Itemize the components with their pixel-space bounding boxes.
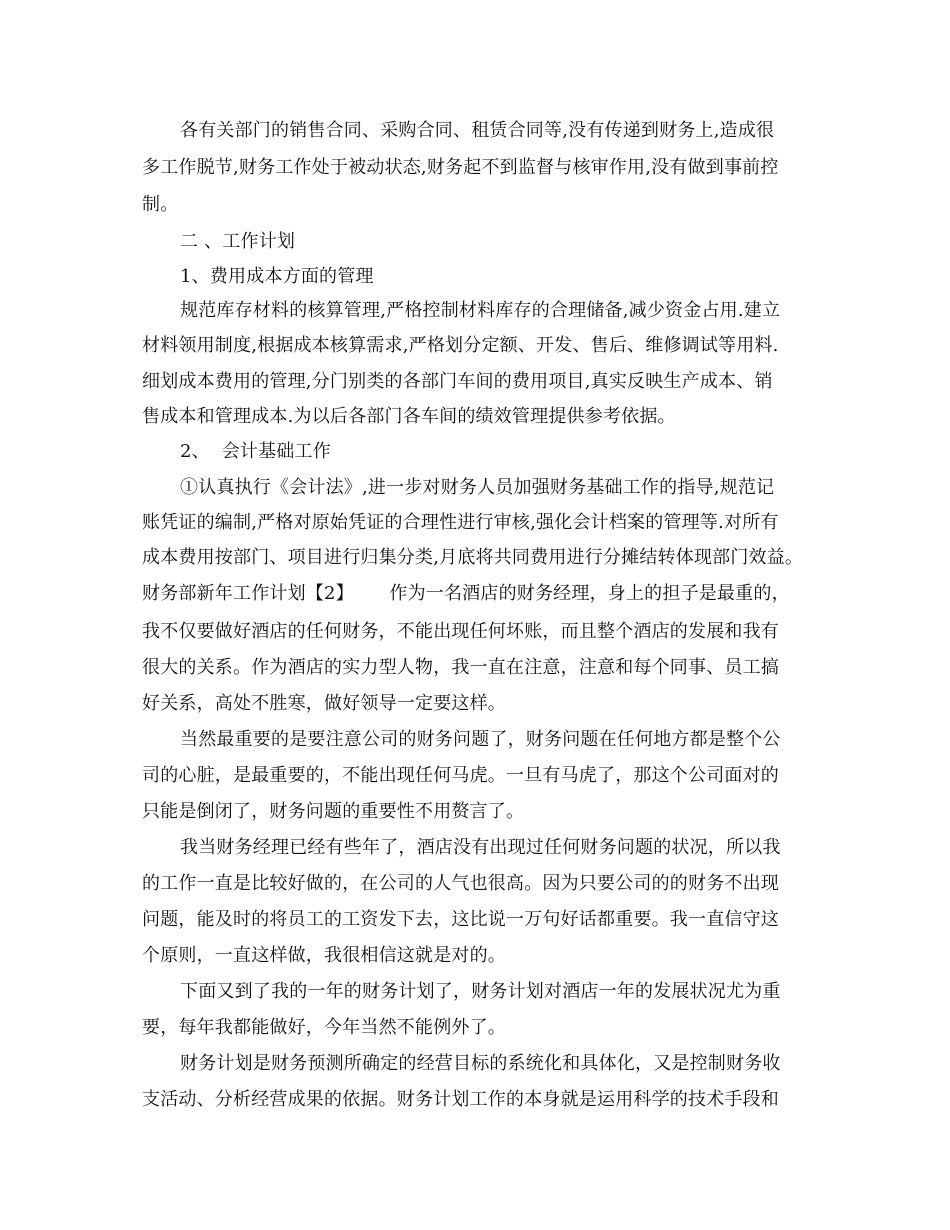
text-line: 我当财务经理已经有些年了，酒店没有出现过任何财务问题的状况，所以我: [180, 837, 781, 858]
text-line: 成本费用按部门、项目进行归集分类,月底将共同费用进行分摊结转体现部门效益。: [142, 547, 804, 568]
text-line: 制。: [142, 194, 179, 215]
text-line: 问题，能及时的将员工的工资发下去，这比说一万句好话都重要。我一直信守这: [142, 909, 779, 930]
subsection-heading: 2、 会计基础工作: [180, 441, 331, 462]
text-line: 只能是倒闭了，财务问题的重要性不用赘言了。: [142, 801, 525, 822]
text-line: 要，每年我都能做好，今年当然不能例外了。: [142, 1017, 506, 1038]
text-line: 支活动、分析经营成果的依据。财务计划工作的本身就是运用科学的技术手段和: [142, 1089, 779, 1110]
text-line: 下面又到了我的一年的财务计划了，财务计划对酒店一年的发展状况尤为重: [180, 981, 781, 1002]
section-heading: 二 、工作计划: [180, 231, 296, 252]
text-line: 司的心脏，是最重要的，不能出现任何马虎。一旦有马虎了，那这个公司面对的: [142, 765, 779, 786]
text-line: 我不仅要做好酒店的任何财务，不能出现任何坏账，而且整个酒店的发展和我有: [142, 621, 779, 642]
text-line: 材料领用制度,根据成本核算需求,严格划分定额、开发、售后、维修调试等用料.: [142, 335, 779, 356]
text-line: 好关系，高处不胜寒，做好领导一定要这样。: [142, 693, 506, 714]
text-line: 很大的关系。作为酒店的实力型人物，我一直在注意，注意和每个同事、员工搞: [142, 657, 779, 678]
text-line: 的工作一直是比较好做的，在公司的人气也很高。因为只要公司的的财务不出现: [142, 873, 779, 894]
text-line: 账凭证的编制,严格对原始凭证的合理性进行审核,强化会计档案的管理等.对所有: [142, 512, 779, 533]
subsection-heading: 1、费用成本方面的管理: [180, 266, 374, 287]
text-line: 各有关部门的销售合同、采购合同、租赁合同等,没有传递到财务上,造成很: [180, 120, 775, 141]
text-line: 财务部新年工作计划【2】 作为一名酒店的财务经理，身上的担子是最重的，: [142, 583, 790, 604]
text-line: 多工作脱节,财务工作处于被动状态,财务起不到监督与核审作用,没有做到事前控: [142, 157, 779, 178]
text-line: 售成本和管理成本.为以后各部门各车间的绩效管理提供参考依据。: [142, 406, 676, 427]
text-line: 财务计划是财务预测所确定的经营目标的系统化和具体化，又是控制财务收: [180, 1053, 781, 1074]
text-line: 个原则，一直这样做，我很相信这就是对的。: [142, 945, 506, 966]
text-line: ①认真执行《会计法》,进一步对财务人员加强财务基础工作的指导,规范记: [180, 477, 775, 498]
text-line: 规范库存材料的核算管理,严格控制材料库存的合理储备,减少资金占用.建立: [180, 300, 781, 321]
text-line: 细划成本费用的管理,分门别类的各部门车间的费用项目,真实反映生产成本、销: [142, 371, 773, 392]
text-line: 当然最重要的是要注意公司的财务问题了，财务问题在任何地方都是整个公: [180, 729, 781, 750]
